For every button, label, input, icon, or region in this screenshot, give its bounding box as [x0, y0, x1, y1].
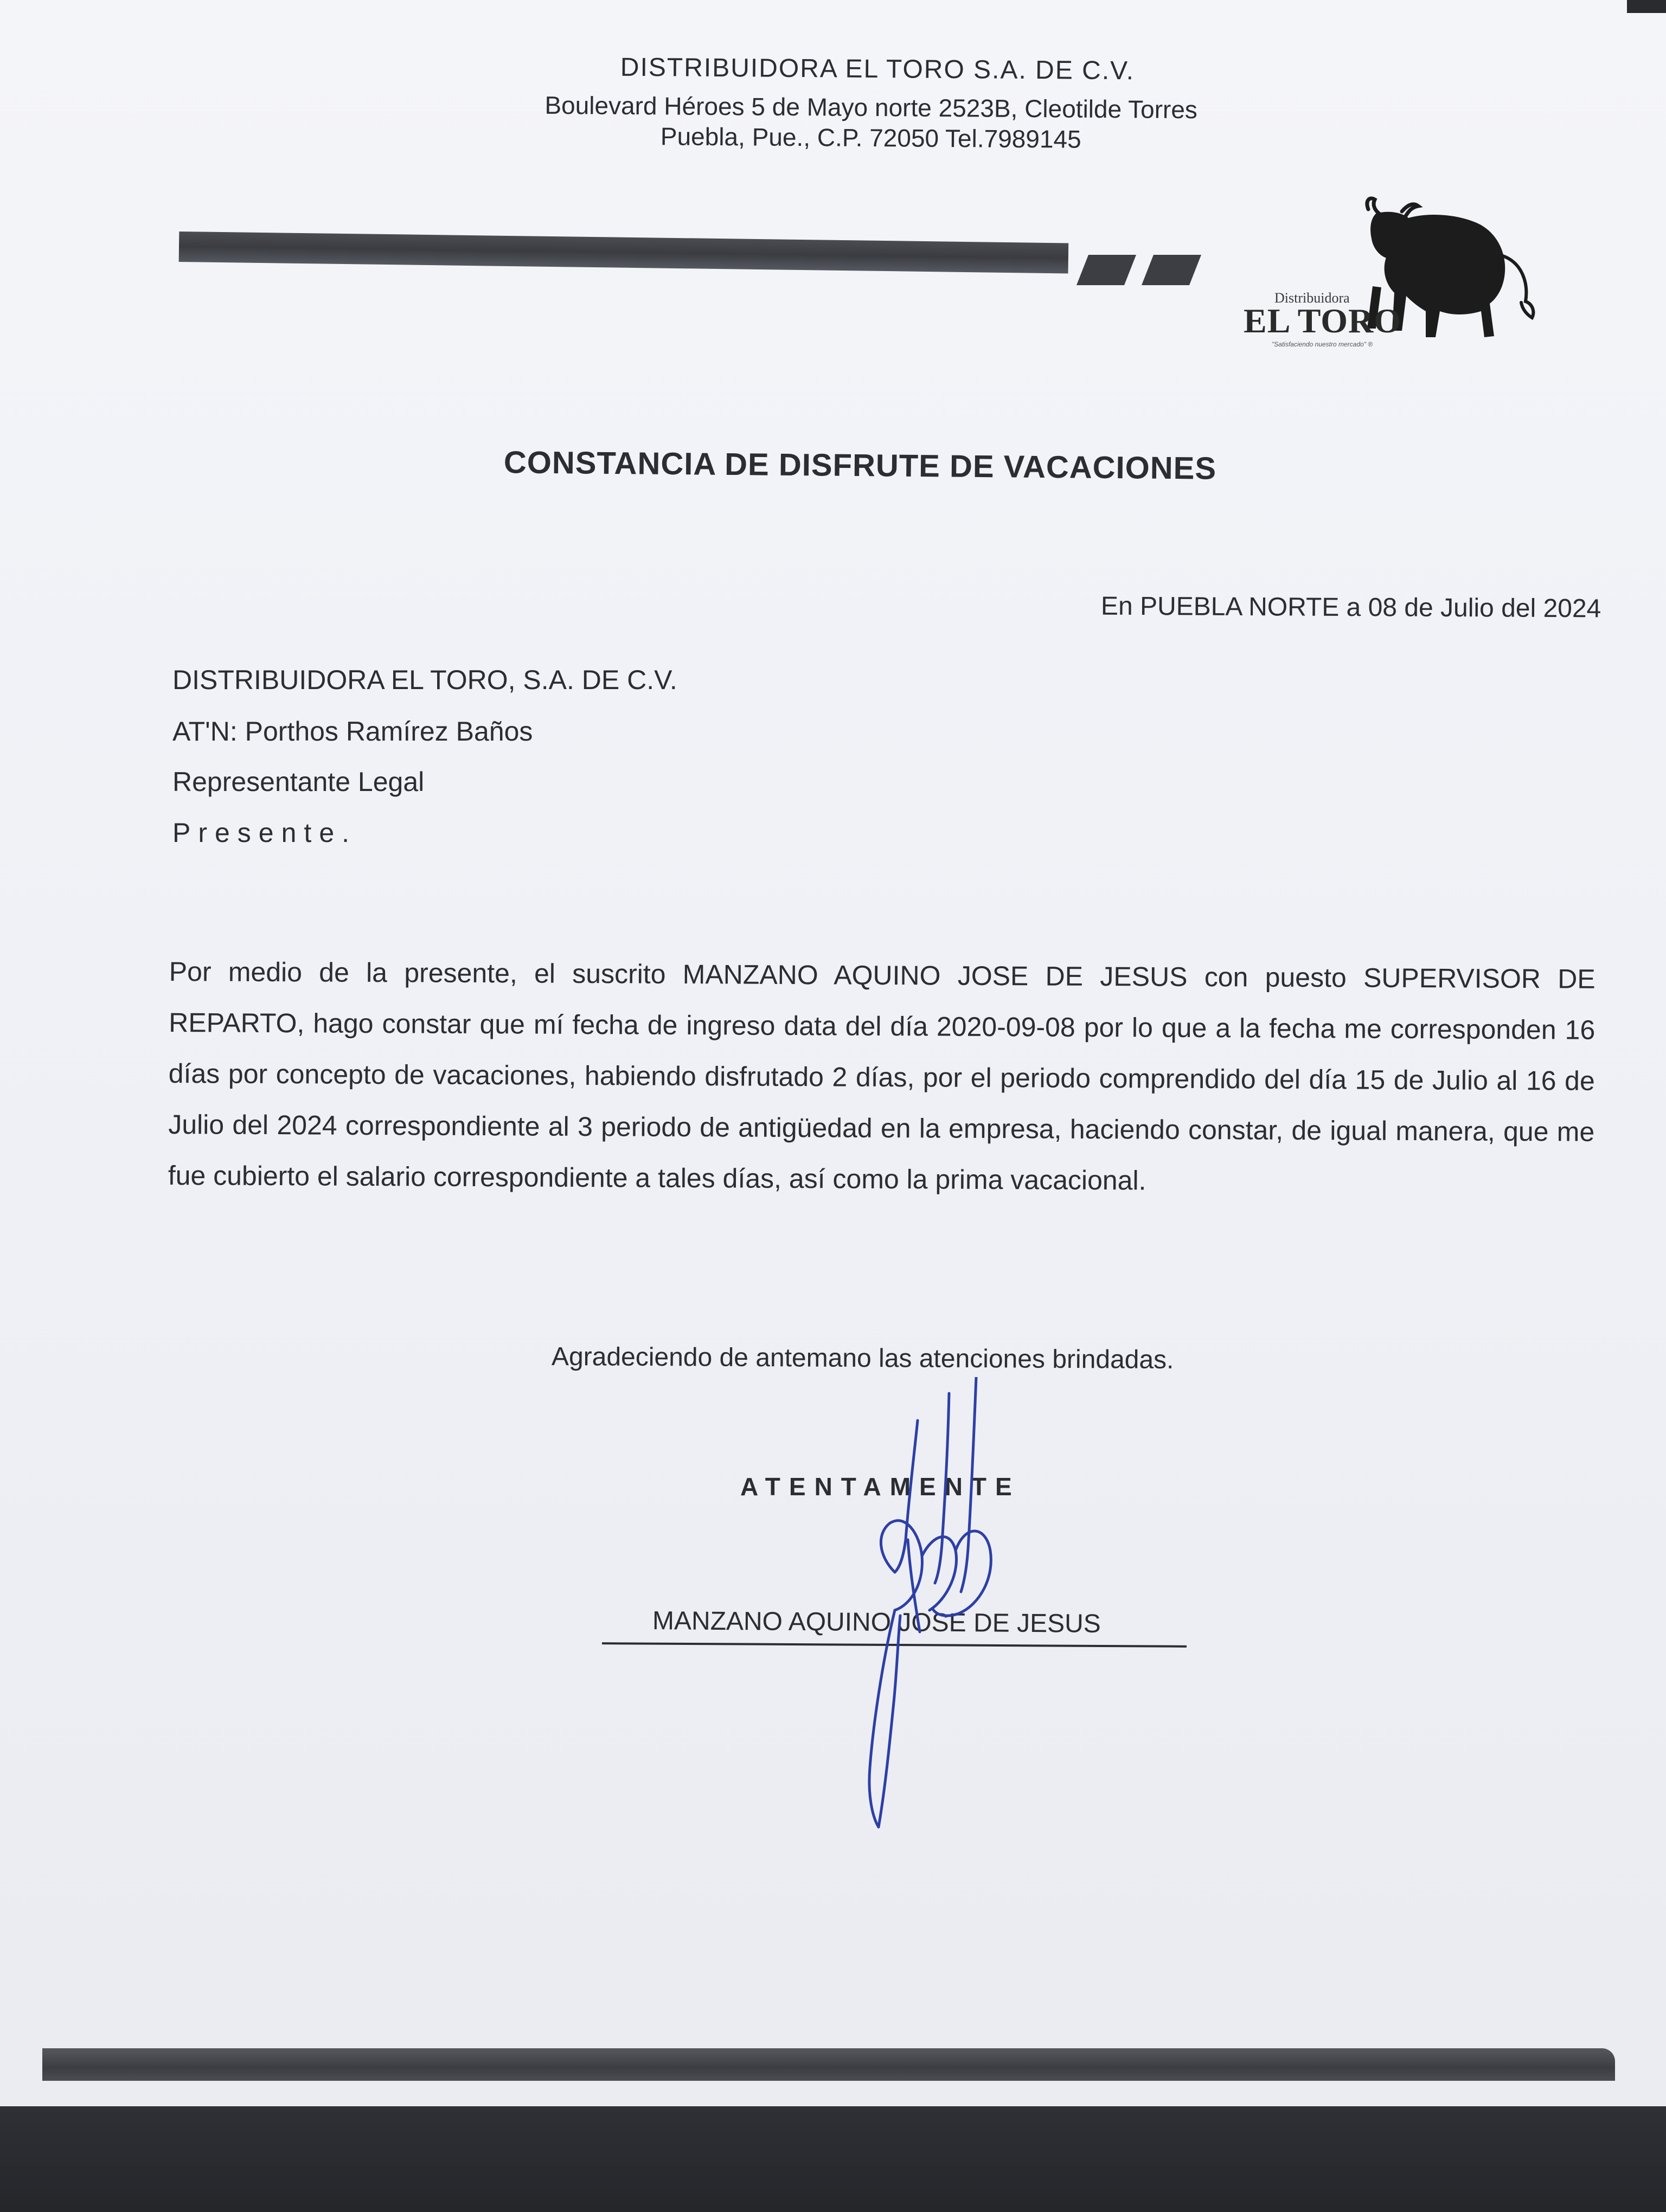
header-address-line1: Boulevard Héroes 5 de Mayo norte 2523B, Cleotilde Torres — [544, 91, 1198, 124]
footer-bar — [42, 2048, 1615, 2081]
header-company: DISTRIBUIDORA EL TORO S.A. DE C.V. — [620, 53, 1135, 86]
addressee-presente: Presente. — [172, 818, 357, 848]
document-title: CONSTANCIA DE DISFRUTE DE VACACIONES — [503, 445, 1217, 486]
closing-atentamente: ATENTAMENTE — [740, 1472, 1021, 1501]
body-paragraph: Por medio de la presente, el suscrito MANZANO AQUINO JOSE DE JESUS con puesto SUPERVISOR DE REPARTO, hago constar que mí fecha de ingreso data del día 2020-09-08 por lo que a la fecha me corresponden 16 días por concepto de vacaciones, habiendo disfrutado 2 días, por el periodo comprendido del día 15 de Julio al 16 de Julio del 2024 correspondiente al 3 periodo de antigüedad en la empresa, haciendo constar, de igual manera, que me fue cubierto el salario correspondiente a tales días, así como la prima vacacional. — [168, 956, 1595, 1196]
footer-band — [0, 2106, 1666, 2212]
handwritten-signature — [813, 1377, 1041, 1843]
background-shadow — [1627, 0, 1666, 13]
logo-distribuidora: Distribuidora — [1274, 290, 1350, 306]
logo-tagline: "Satisfaciendo nuestro mercado" ® — [1272, 340, 1373, 348]
addressee-role: Representante Legal — [172, 767, 425, 797]
header-address-line2: Puebla, Pue., C.P. 72050 Tel.7989145 — [660, 122, 1081, 153]
logo-brand: EL TORO — [1244, 301, 1401, 340]
company-logo — [1239, 195, 1565, 358]
signer-name: MANZANO AQUINO JOSE DE JESUS — [652, 1606, 1101, 1638]
addressee-company: DISTRIBUIDORA EL TORO, S.A. DE C.V. — [172, 665, 677, 695]
date-line: En PUEBLA NORTE a 08 de Julio del 2024 — [1100, 591, 1601, 623]
closing-thanks: Agradeciendo de antemano las atenciones brindadas. — [551, 1342, 1174, 1375]
header-address — [38, 86, 1666, 158]
addressee-attention: AT'N: Porthos Ramírez Baños — [172, 716, 533, 747]
